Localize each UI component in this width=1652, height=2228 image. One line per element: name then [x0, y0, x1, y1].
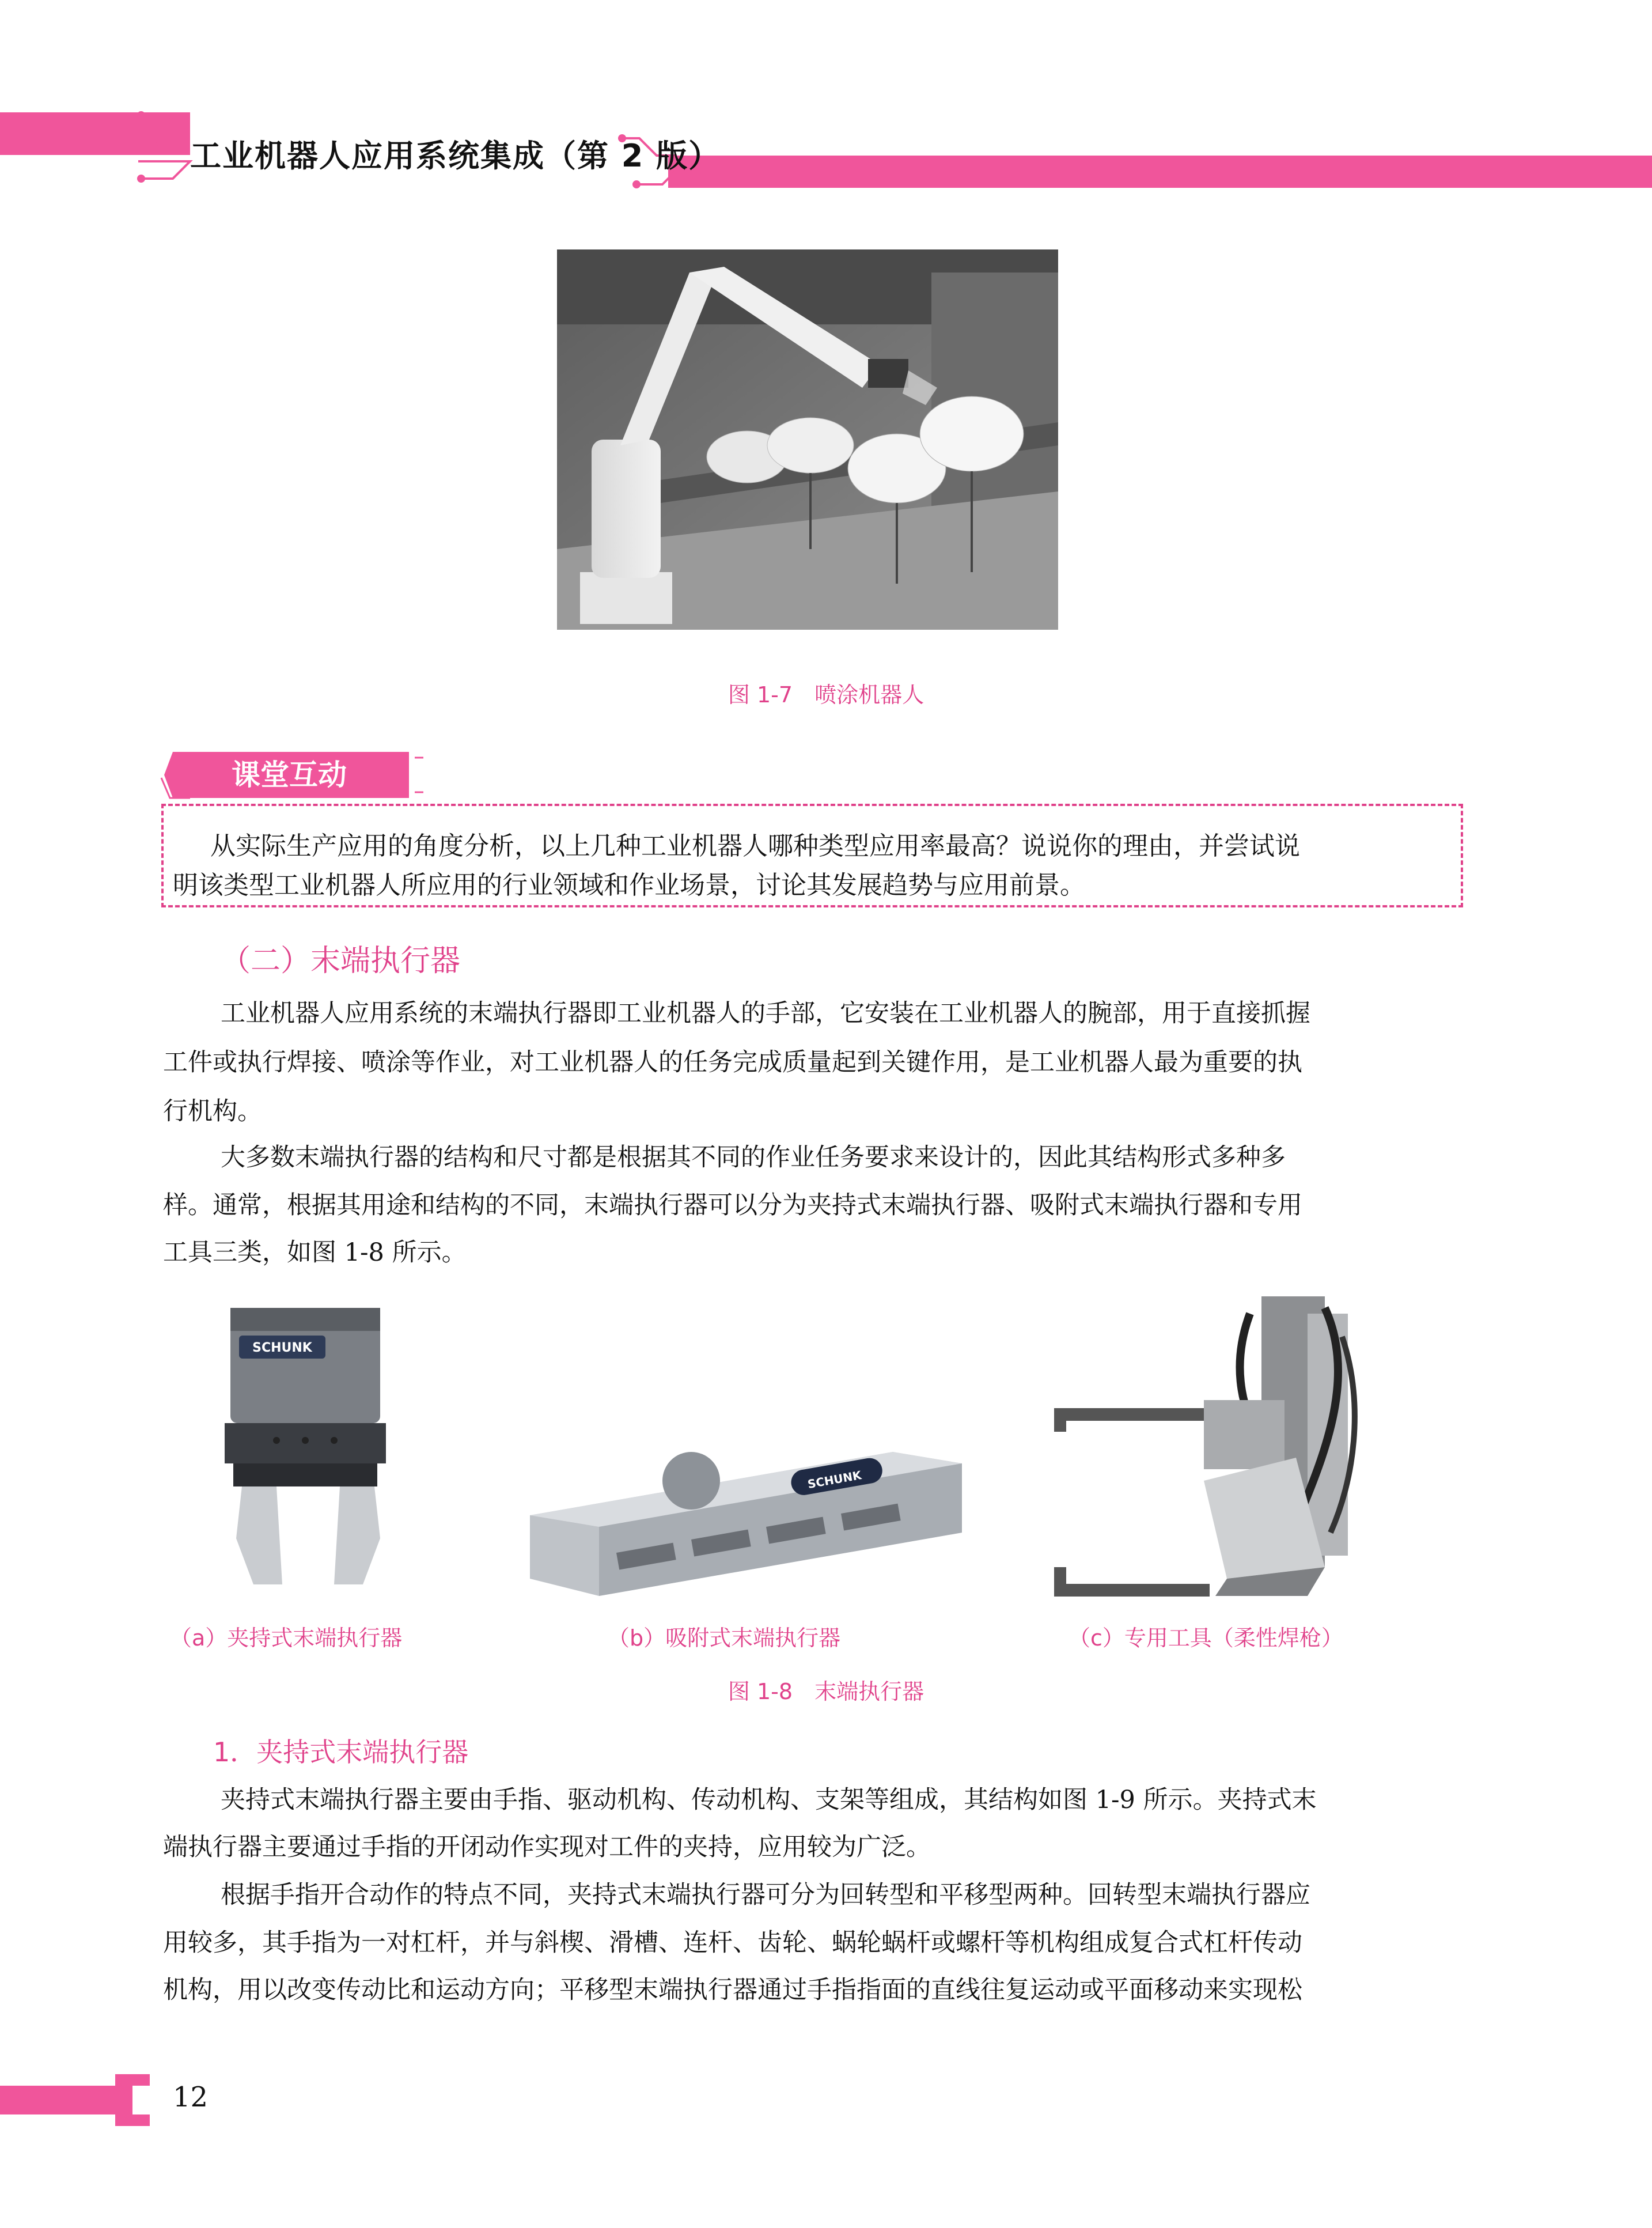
figure-1-8-sub-caption-b: （b）吸附式末端执行器	[608, 1625, 841, 1651]
paragraph-line: 样。通常，根据其用途和结构的不同，末端执行器可以分为夹持式末端执行器、吸附式末端执行器和专用	[163, 1191, 1302, 1220]
schunk-logo-a: SCHUNK	[252, 1341, 312, 1355]
interaction-text-line: 从实际生产应用的角度分析，以上几种工业机器人哪种类型应用率最高？说说你的理由，并尝试说	[210, 831, 1300, 861]
paragraph-line: 夹持式末端执行器主要由手指、驱动机构、传动机构、支架等组成，其结构如图 1-9 所示。夹持式末	[221, 1786, 1317, 1814]
welding-gun-image	[1054, 1291, 1400, 1602]
interaction-tag-label: 课堂互动	[232, 758, 347, 792]
interaction-tag-badge	[156, 743, 426, 807]
paragraph-line: 根据手指开合动作的特点不同，夹持式末端执行器可分为回转型和平移型两种。回转型末端执行器应	[221, 1881, 1310, 1909]
paragraph-line: 大多数末端执行器的结构和尺寸都是根据其不同的作业任务要求来设计的，因此其结构形式多种多	[221, 1143, 1286, 1172]
figure-1-7-caption: 图 1-7 喷涂机器人	[728, 682, 924, 708]
paragraph-line: 端执行器主要通过手指的开闭动作实现对工件的夹持，应用较为广泛。	[163, 1833, 931, 1862]
subsection-heading: 1．夹持式末端执行器	[213, 1737, 469, 1768]
footer-decoration	[0, 2068, 150, 2126]
paragraph-line: 行机构。	[163, 1097, 262, 1126]
gripper-image	[213, 1296, 403, 1590]
interaction-text-line: 明该类型工业机器人所应用的行业领域和作业场景，讨论其发展趋势与应用前景。	[173, 871, 1085, 900]
section-heading: （二）末端执行器	[221, 944, 461, 978]
book-title: 工业机器人应用系统集成（第 2 版）	[190, 138, 721, 174]
schunk-logo-b: SCHUNK	[806, 1468, 863, 1492]
paragraph-line: 工件或执行焊接、喷涂等作业，对工业机器人的任务完成质量起到关键作用，是工业机器人最为重要的执	[163, 1048, 1302, 1077]
spray-robot-image	[557, 249, 1058, 630]
figure-1-8-sub-caption-a: （a）夹持式末端执行器	[170, 1625, 403, 1651]
paragraph-line: 机构，用以改变传动比和运动方向；平移型末端执行器通过手指指面的直线往复运动或平面移动来实现松	[163, 1976, 1302, 2004]
figure-1-8-sub-caption-c: （c）专用工具（柔性焊枪）	[1069, 1625, 1343, 1651]
paragraph-line: 工业机器人应用系统的末端执行器即工业机器人的手部，它安装在工业机器人的腕部，用于直接抓握	[221, 999, 1310, 1028]
paragraph-line: 用较多，其手指为一对杠杆，并与斜楔、滑槽、连杆、齿轮、蜗轮蜗杆或螺杆等机构组成复合式杠杆传动	[163, 1928, 1302, 1957]
suction-gripper-image	[524, 1417, 973, 1602]
page-number: 12	[173, 2081, 209, 2113]
paragraph-line: 工具三类，如图 1-8 所示。	[163, 1238, 467, 1267]
figure-1-8-caption: 图 1-8 末端执行器	[728, 1679, 924, 1704]
